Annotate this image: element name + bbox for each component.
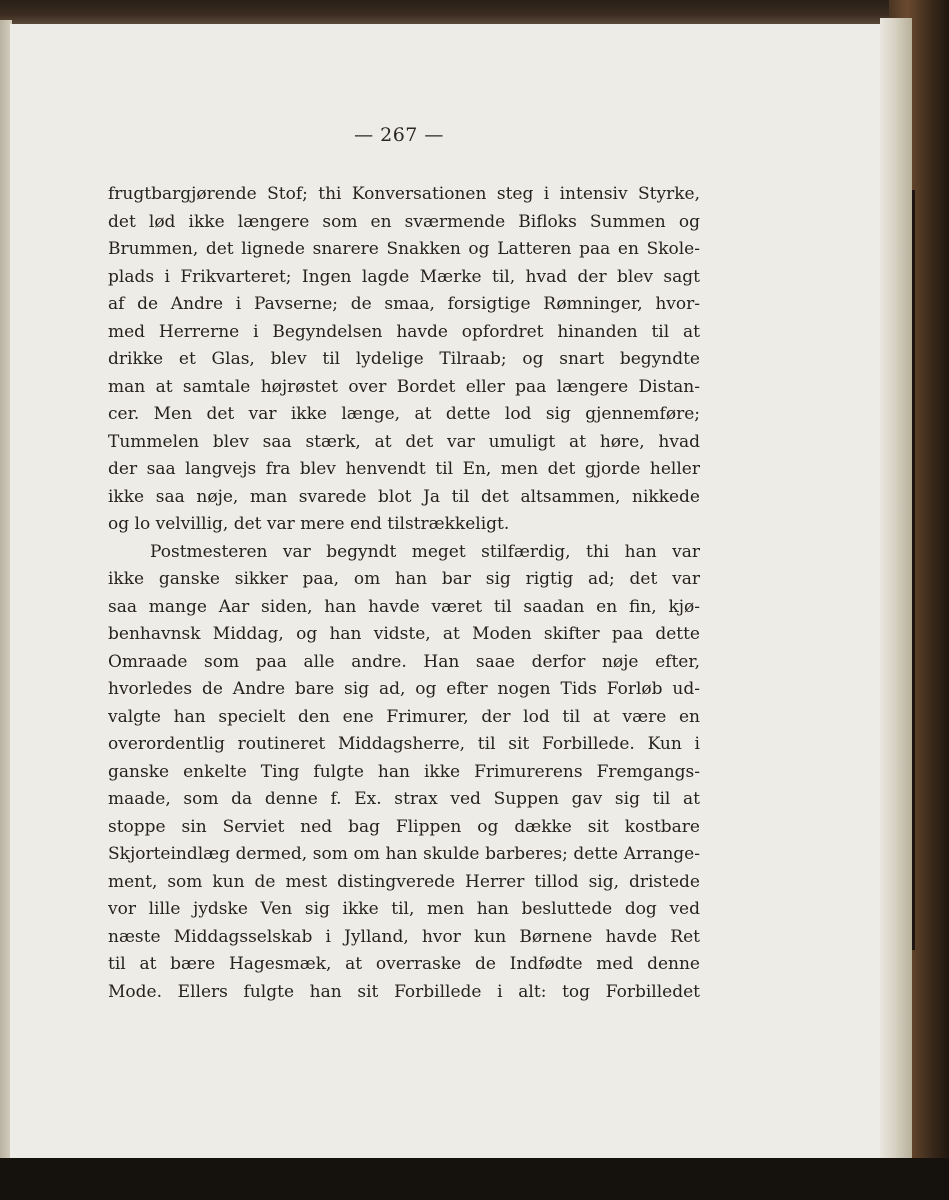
text-line: valgte han specielt den ene Frimurer, der lod til at være en bbox=[108, 706, 700, 727]
text-line: med Herrerne i Begyndelsen havde opfordret hinanden til at bbox=[108, 321, 700, 342]
page-number: — 267 — bbox=[354, 124, 444, 146]
text-line: Skjorteindlæg dermed, som om han skulde barberes; dette Arrange- bbox=[108, 844, 700, 864]
text-line: maade, som da denne f. Ex. strax ved Suppen gav sig til at bbox=[108, 789, 700, 809]
text-line: saa mange Aar siden, han havde været til saadan en fin, kjø- bbox=[108, 596, 700, 617]
text-line: overordentlig routineret Middagsherre, til sit Forbillede. Kun i bbox=[108, 734, 700, 754]
text-line: frugtbargjørende Stof; thi Konversationen steg i intensiv Styrke, bbox=[108, 184, 700, 204]
text-line: ikke ganske sikker paa, om han bar sig rigtig ad; det var bbox=[108, 569, 700, 589]
text-line: og lo velvillig, det var mere end tilstrækkeligt. bbox=[108, 514, 510, 534]
text-line: det lød ikke længere som en sværmende Bifloks Summen og bbox=[108, 211, 700, 232]
text-line: Postmesteren var begyndt meget stilfærdig, thi han var bbox=[150, 541, 700, 562]
text-line: til at bære Hagesmæk, at overraske de Indfødte med denne bbox=[108, 954, 700, 974]
bottom-dark-edge bbox=[0, 1158, 949, 1200]
text-line: stoppe sin Serviet ned bag Flippen og dække sit kostbare bbox=[108, 816, 700, 837]
text-line: Mode. Ellers fulgte han sit Forbillede i alt: tog Forbilledet bbox=[108, 981, 700, 1002]
text-line: af de Andre i Pavserne; de smaa, forsigtige Rømninger, hvor- bbox=[108, 294, 700, 314]
text-line: hvorledes de Andre bare sig ad, og efter nogen Tids Forløb ud- bbox=[108, 679, 700, 699]
text-line: cer. Men det var ikke længe, at dette lod sig gjennemføre; bbox=[108, 404, 700, 424]
text-line: der saa langvejs fra blev henvendt til En, men det gjorde heller bbox=[108, 459, 700, 479]
text-line: man at samtale højrøstet over Bordet eller paa længere Distan- bbox=[108, 376, 700, 397]
text-line: næste Middagsselskab i Jylland, hvor kun Børnene havde Ret bbox=[108, 926, 700, 947]
text-line: Omraade som paa alle andre. Han saae derfor nøje efter, bbox=[108, 651, 700, 672]
text-line: vor lille jydske Ven sig ikke til, men han besluttede dog ved bbox=[108, 899, 700, 919]
top-page-edge bbox=[0, 0, 949, 24]
text-line: plads i Frikvarteret; Ingen lagde Mærke til, hvad der blev sagt bbox=[108, 266, 700, 287]
text-line: Brummen, det lignede snarere Snakken og Latteren paa en Skole- bbox=[108, 239, 700, 259]
text-line: drikke et Glas, blev til lydelige Tilraab; og snart begyndte bbox=[108, 349, 700, 369]
body-text bbox=[108, 181, 700, 1006]
text-line: ikke saa nøje, man svarede blot Ja til det altsammen, nikkede bbox=[108, 486, 700, 507]
text-line: ganske enkelte Ting fulgte han ikke Frimurerens Fremgangs- bbox=[108, 761, 700, 782]
text-line: ment, som kun de mest distingverede Herrer tillod sig, dristede bbox=[108, 871, 700, 892]
text-line: Tummelen blev saa stærk, at det var umuligt at høre, hvad bbox=[108, 431, 700, 452]
gutter-shadow bbox=[880, 18, 912, 1163]
text-line: benhavnsk Middag, og han vidste, at Moden skifter paa dette bbox=[108, 624, 700, 644]
